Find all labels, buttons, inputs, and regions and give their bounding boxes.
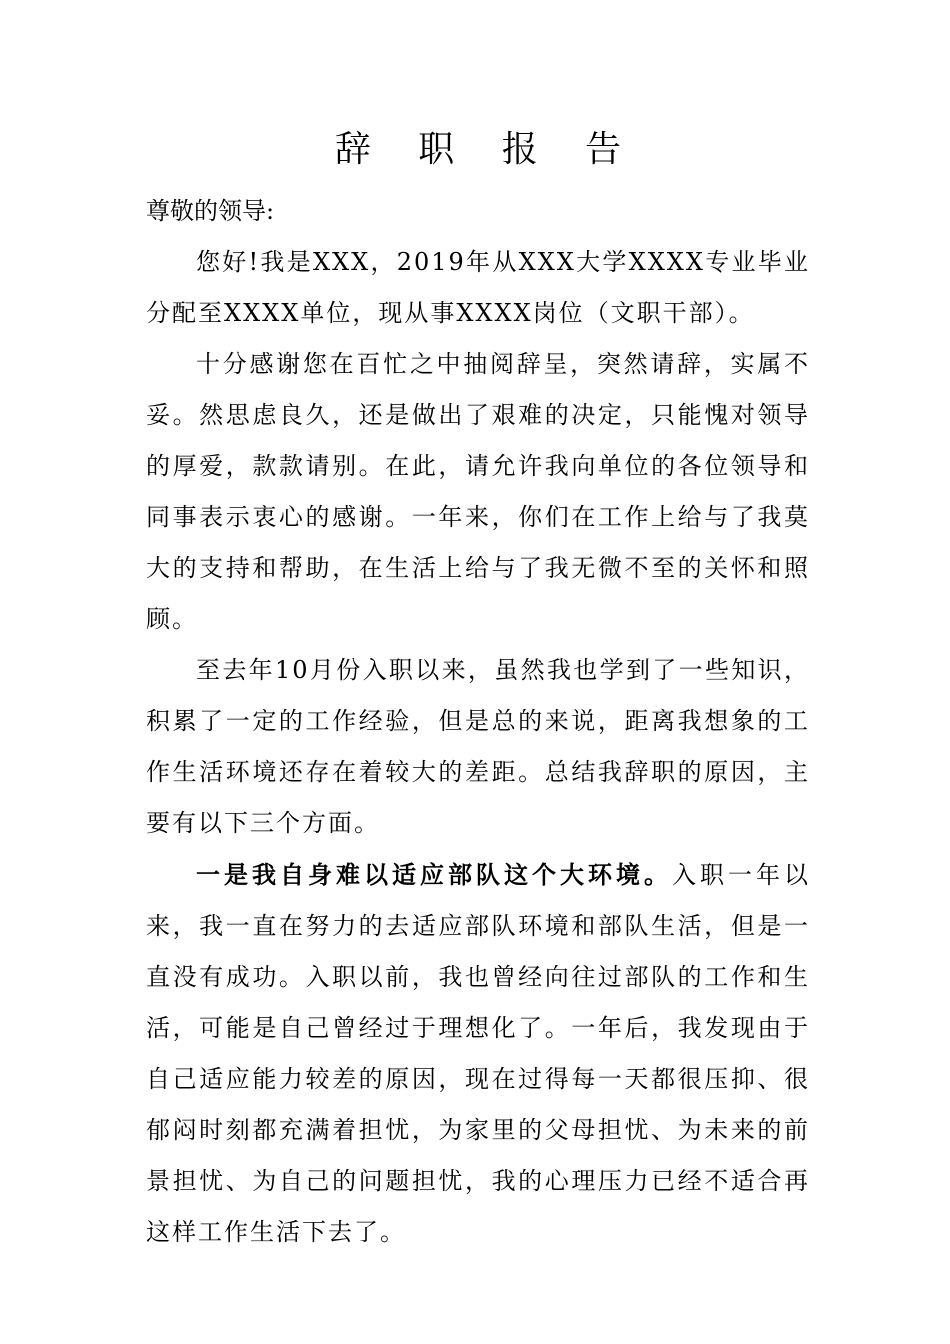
reason-one-heading: 一是我自身难以适应部队这个大环境。 (196, 860, 672, 889)
paragraph-text: 入职一年以来，我一直在努力的去适应部队环境和部队生活，但是一直没有成功。入职以前，我也曾经向往过部队的工作和生活，可能是自己曾经过于理想化了。一年后，我发现由于自己适应能力较差的原因，现在过得每一天都很压抑、很郁闷时刻都充满着担忧，为家里的父母担忧、为未来的前景担忧、为自己的问题担忧，我的心理压力已经不适合再这样工作生活下去了。 (146, 861, 810, 1246)
paragraph-thanks (146, 339, 810, 645)
document-page (146, 118, 810, 1258)
paragraph-intro (146, 237, 810, 339)
document-title: 辞 职 报 告 (334, 129, 640, 170)
paragraph-reasons-intro (146, 645, 810, 849)
paragraph-text: 十分感谢您在百忙之中抽阅辞呈，突然请辞，实属不妥。然思虑良久，还是做出了艰难的决定，只能愧对领导的厚爱，款款请别。在此，请允许我向单位的各位领导和同事表示衷心的感谢。一年来，你们在工作上给与了我莫大的支持和帮助，在生活上给与了我无微不至的关怀和照顾。 (146, 350, 810, 633)
paragraph-text: 至去年10月份入职以来，虽然我也学到了一些知识，积累了一定的工作经验，但是总的来说，距离我想象的工作生活环境还存在着较大的差距。总结我辞职的原因，主要有以下三个方面。 (146, 656, 810, 837)
salutation: 尊敬的领导: (146, 197, 275, 225)
paragraph-text: 您好!我是XXX，2019年从XXX大学XXXX专业毕业分配至XXXX单位，现从事XXXX岗位（文职干部）。 (146, 248, 810, 327)
paragraph-reason-one (146, 849, 810, 1258)
